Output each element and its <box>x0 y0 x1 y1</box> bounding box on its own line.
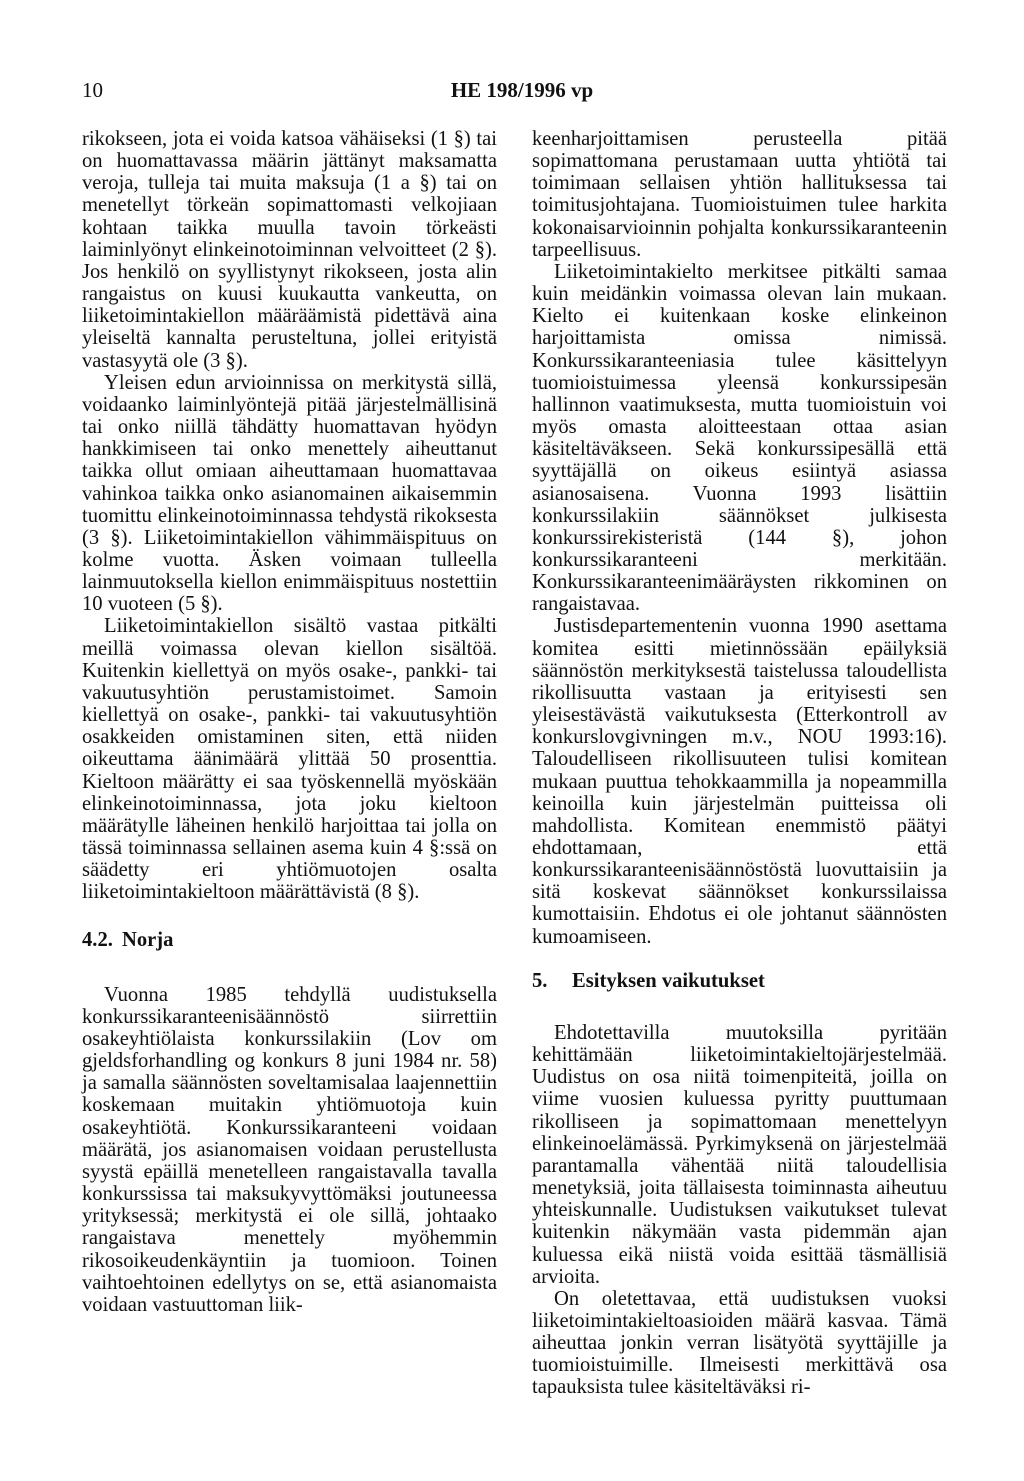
right-column <box>532 128 947 1399</box>
document-id: HE 198/1996 vp <box>450 78 594 102</box>
paragraph: Ehdotettavilla muutoksilla pyritään kehittämään liiketoimintakieltojärjestelmää. Uudistus on osa niitä toimenpiteitä, joilla on viime vuosien kuluessa pyritty puuttumaan rikolliseen ja sopimattomaan menettelyyn elinkeinoelämässä. Pyrkimyksenä on järjestelmää parantamalla vähentää niitä taloudellisia menetyksiä, joita tällaisesta toiminnasta aiheutuu yhteiskunnalle. Uudistuksen vaikutukset tulevat kuitenkin näkymään vasta pidemmän ajan kuluessa eikä niistä voida esittää täsmällisiä arvioita. <box>532 1021 947 1288</box>
page-number: 10 <box>82 78 103 102</box>
paragraph: Yleisen edun arvioinnissa on merkitystä sillä, voidaanko laiminlyöntejä pitää järjestelmällisinä tai onko niillä tähdätty huomattavan hyödyn hankkimiseen tai onko menettely aiheuttanut taikka ollut omiaan aiheuttamaan huomattavaa vahinkoa taikka onko asianomainen aikaisemmin tuomittu elinkeinotoiminnassa tehdystä rikoksesta (3 §). Liiketoimintakiellon vähimmäispituus on kolme vuotta. Äsken voimaan tulleella lainmuutoksella kiellon enimmäispituus nostettiin 10 vuoteen (5 §). <box>82 371 497 616</box>
paragraph: keenharjoittamisen perusteella pitää sopimattomana perustamaan uutta yhtiötä tai toimimaan sellaisen yhtiön hallituksessa tai toimitusjohtajana. Tuomioistuimen tulee harkita kokonaisarvioinnin pohjalta konkurssikaranteenin tarpeellisuus. <box>532 128 947 261</box>
paragraph: rikokseen, jota ei voida katsoa vähäiseksi (1 §) tai on huomattavassa määrin jättänyt maksamatta veroja, tulleja tai muita maksuja (1 a §) tai on menetellyt törkeän sopimattomasti velkojiaan kohtaan taikka muulla tavoin törkeästi laiminlyönyt elinkeinotoiminnan velvoitteet (2 §). Jos henkilö on syyllistynyt rikokseen, josta alin rangaistus on kuusi kuukautta vankeutta, on liiketoimintakiellon määräämistä pidettävä aina yleiseltä kannalta perusteltuna, jollei erityistä vastasyytä ole (3 §). <box>82 128 497 372</box>
paragraph: Vuonna 1985 tehdyllä uudistuksella konkurssikaranteenisäännöstö siirrettiin osakeyhtiölaista konkurssilakiin (Lov om gjeldsforhandling og konkurs 8 juni 1984 nr. 58) ja samalla säännösten soveltamisalaa laajennettiin koskemaan muitakin yhtiömuotoja kuin osakeyhtiötä. Konkurssikaranteeni voidaan määrätä, jos asianomaisen voidaan perustellusta syystä epäillä menetelleen rangaistavalla tavalla konkurssissa tai maksukyvyttömäksi joutuneessa yrityksessä; merkitystä ei ole sillä, johtaako rangaistava menettely myöhemmin rikosoikeudenkäyntiin ja tuomioon. Toinen vaihtoehtoinen edellytys on se, että asianomaista voidaan vastuuttoman liik- <box>82 983 497 1316</box>
section-number: 4.2. <box>82 929 113 952</box>
paragraph: Liiketoimintakielto merkitsee pitkälti samaa kuin meidänkin voimassa olevan lain mukaan. Kielto ei kuitenkaan koske elinkeinon harjoittamista omissa nimissä. Konkurssikaranteeniasia tulee käsittelyyn tuomioistuimessa yleensä konkurssipesän hallinnon vaatimuksesta, mutta tuomioistuin voi myös omasta aloitteestaan ottaa asian käsiteltäväkseen. Sekä konkurssipesällä että syyttäjällä on oikeus esiintyä asiassa asianosaisena. Vuonna 1993 lisättiin konkurssilakiin säännökset julkisesta konkurssirekisteristä (144 §), johon konkurssikaranteeni merkitään. Konkurssikaranteenimääräysten rikkominen on rangaistavaa. <box>532 260 947 616</box>
section-heading-vaikutukset <box>532 970 947 992</box>
left-column <box>82 128 497 1316</box>
paragraph: On oletettavaa, että uudistuksen vuoksi liiketoimintakieltoasioiden määrä kasvaa. Tämä aiheuttaa jonkin verran lisätyötä syyttäjille ja tuomioistuimille. Ilmeisesti merkittävä osa tapauksista tulee käsiteltäväksi ri- <box>532 1287 947 1399</box>
section-title: Norja <box>122 929 174 952</box>
page-header <box>82 78 962 108</box>
paragraph: Justisdepartementenin vuonna 1990 asettama komitea esitti mietinnössään epäilyksiä säännöstön merkityksestä taistelussa taloudellista rikollisuutta vastaan ja erityisesti sen yleisestävästä vaikutuksesta (Etterkontroll av konkurslovgivningen m.v., NOU 1993:16). Taloudelliseen rikollisuuteen tulisi komitean mukaan puuttua tehokkaammilla ja nopeammilla keinoilla kuin järjestelmän puitteissa oli mahdollista. Komitean enemmistö päätyi ehdottamaan, että konkurssikaranteenisäännöstöstä luovuttaisiin ja sitä koskevat säännökset konkurssilaissa kumottaisiin. Ehdotus ei ole johtanut säännösten kumoamiseen. <box>532 615 947 948</box>
section-title: Esityksen vaikutukset <box>572 969 765 992</box>
section-number: 5. <box>532 969 548 992</box>
paragraph: Liiketoimintakiellon sisältö vastaa pitkälti meillä voimassa olevan kiellon sisältöä. Kuitenkin kiellettyä on myös osake-, pankki- tai vakuutusyhtiön perustamistoimet. Samoin kiellettyä on osake-, pankki- tai vakuutusyhtiön osakkeiden omistaminen siten, että niiden oikeuttama äänimäärä ylittää 50 prosenttia. Kieltoon määrätty ei saa työskennellä myöskään elinkeinotoiminnassa, jota joku kieltoon määrätylle läheinen henkilö harjoittaa tai jolla on tässä toiminnassa sellainen asema kuin 4 §:ssä on säädetty eri yhtiömuotojen osalta liiketoimintakieltoon määrättävistä (8 §). <box>82 615 497 904</box>
section-heading-norja <box>82 929 497 951</box>
